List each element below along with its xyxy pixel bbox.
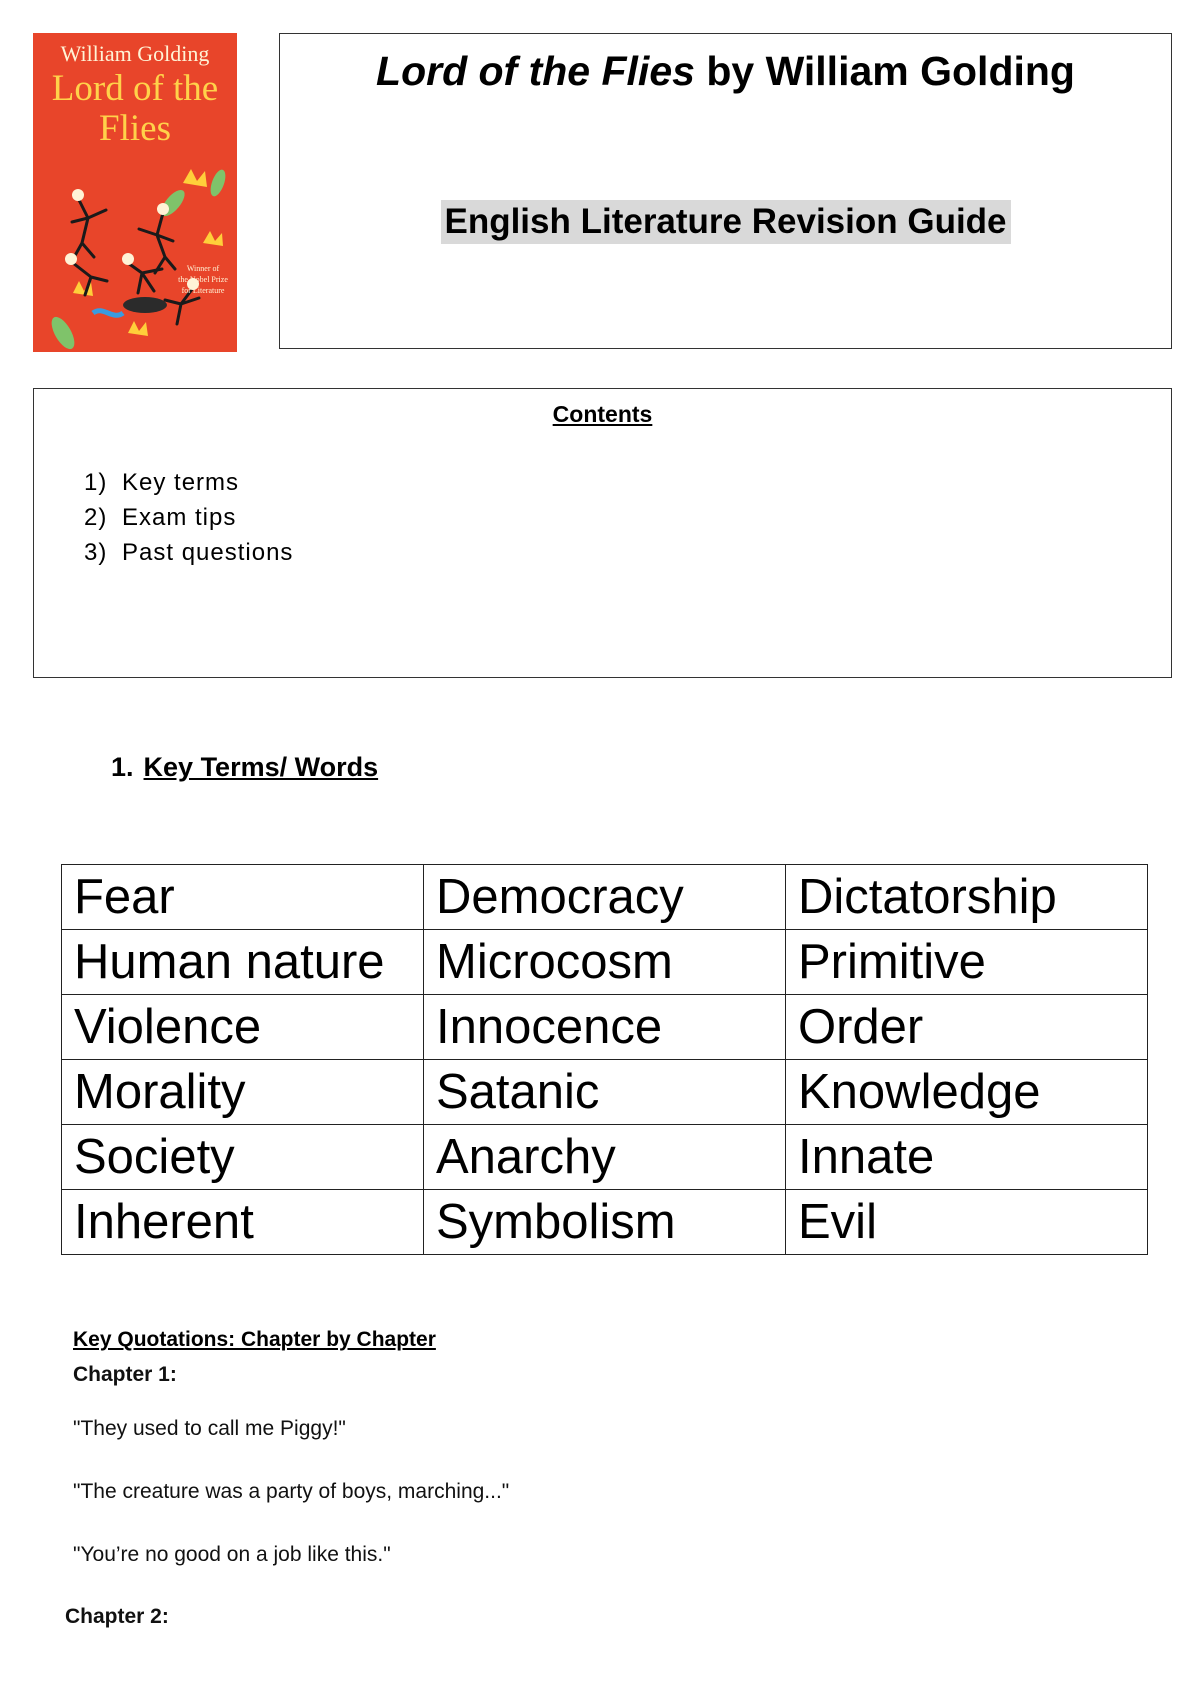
table-row: [62, 1060, 1148, 1125]
table-row: [62, 865, 1148, 930]
table-row: [62, 1125, 1148, 1190]
table-cell: Morality: [62, 1060, 424, 1125]
contents-item-label: Exam tips: [122, 504, 237, 531]
cover-blurb: [171, 263, 235, 296]
quote: "They used to call me Piggy!": [73, 1417, 346, 1440]
contents-item-label: Key terms: [122, 469, 240, 496]
key-terms-number: 1.: [111, 752, 134, 782]
table-cell: Inherent: [62, 1190, 424, 1255]
chapter-2-label: Chapter 2:: [65, 1605, 169, 1628]
table-cell: Microcosm: [424, 930, 786, 995]
key-terms-table: [61, 864, 1148, 1255]
key-terms-title: Key Terms/ Words: [143, 752, 379, 782]
cover-blurb-line: for Literature: [181, 286, 225, 295]
contents-item-number: 2): [84, 504, 108, 531]
contents-item-number: 3): [84, 539, 108, 566]
table-row: [62, 1190, 1148, 1255]
cover-blurb-line: the Nobel Prize: [178, 275, 228, 284]
chapter-1-label: Chapter 1:: [73, 1363, 177, 1386]
title-book-name: Lord of the Flies: [376, 48, 695, 94]
table-row: [62, 930, 1148, 995]
contents-list: [84, 469, 293, 574]
table-cell: Dictatorship: [786, 865, 1148, 930]
table-cell: Innate: [786, 1125, 1148, 1190]
contents-item: [84, 504, 293, 539]
cover-author: William Golding: [60, 41, 210, 66]
table-cell: Knowledge: [786, 1060, 1148, 1125]
table-cell: Violence: [62, 995, 424, 1060]
table-cell: Anarchy: [424, 1125, 786, 1190]
document-subtitle: English Literature Revision Guide: [440, 200, 1010, 244]
table-cell: Democracy: [424, 865, 786, 930]
contents-item: [84, 469, 293, 504]
quotations-heading: Key Quotations: Chapter by Chapter: [73, 1328, 436, 1351]
cover-title: Lord of the Flies: [51, 68, 219, 149]
table-cell: Evil: [786, 1190, 1148, 1255]
title-box: [279, 33, 1172, 349]
title-author: by William Golding: [694, 48, 1075, 94]
contents-item-label: Past questions: [122, 539, 294, 566]
table-cell: Innocence: [424, 995, 786, 1060]
table-row: [62, 995, 1148, 1060]
contents-item: [84, 539, 293, 574]
document-title: [280, 48, 1171, 95]
quote: "You’re no good on a job like this.": [73, 1543, 391, 1566]
quote: "The creature was a party of boys, marching...": [73, 1480, 510, 1503]
table-cell: Human nature: [62, 930, 424, 995]
table-cell: Primitive: [786, 930, 1148, 995]
table-cell: Fear: [62, 865, 424, 930]
contents-item-number: 1): [84, 469, 108, 496]
table-cell: Symbolism: [424, 1190, 786, 1255]
table-cell: Order: [786, 995, 1148, 1060]
book-cover-image: [33, 33, 237, 352]
table-cell: Satanic: [424, 1060, 786, 1125]
cover-blurb-line: Winner of: [186, 264, 220, 273]
key-terms-heading: [111, 752, 378, 783]
table-cell: Society: [62, 1125, 424, 1190]
contents-heading: Contents: [552, 401, 653, 427]
contents-box: [33, 388, 1172, 678]
